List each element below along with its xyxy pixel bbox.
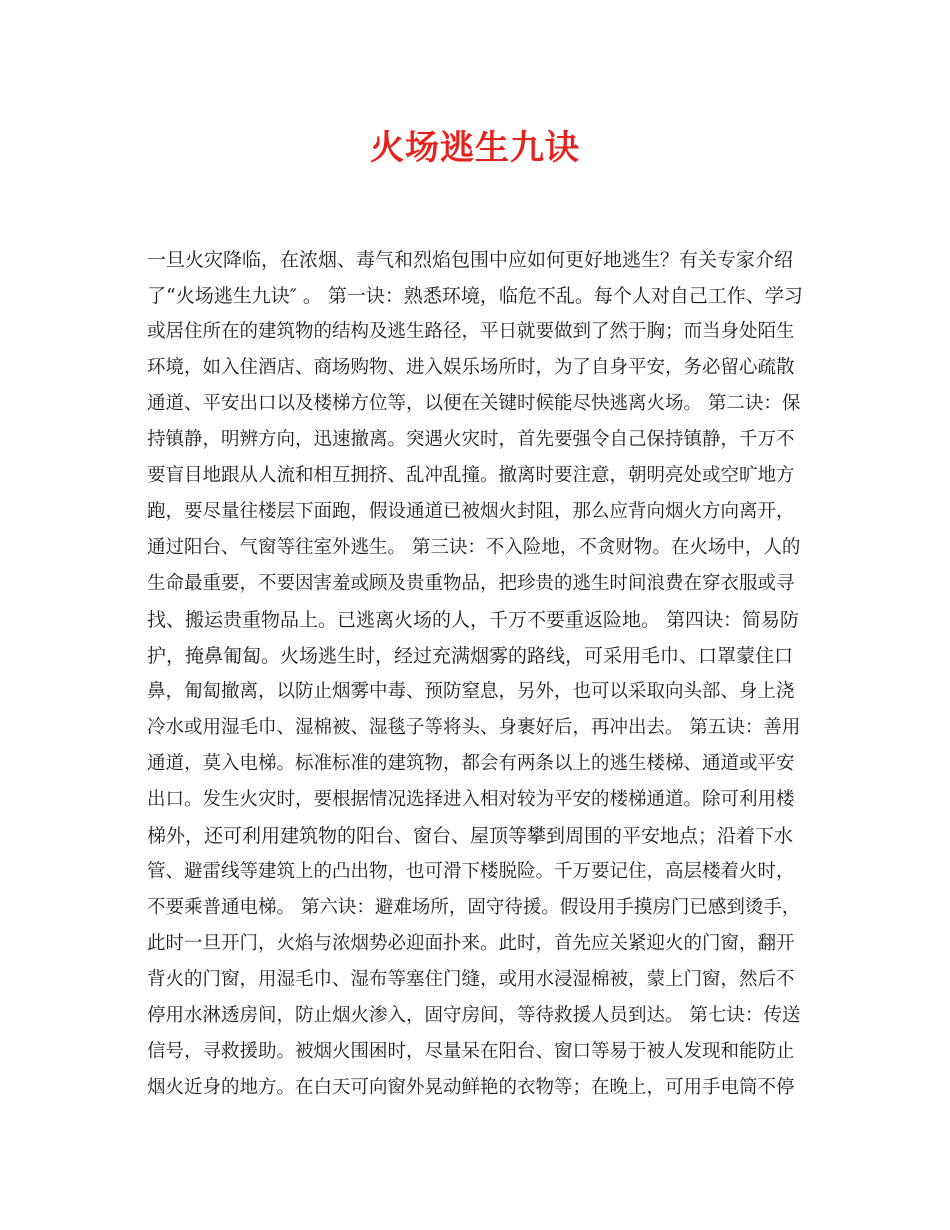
- body-line: 了“火场逃生九诀″ 。 第一诀：熟悉环境，临危不乱。每个人对自己工作、学习: [147, 285, 803, 307]
- body-line: 或居住所在的建筑物的结构及逃生路径，平日就要做到了然于胸；而当身处陌生: [147, 321, 795, 342]
- body-line: 找、搬运贵重物品上。已逃离火场的人，千万不要重返险地。 第四诀：简易防: [147, 609, 800, 631]
- body-line: 生命最重要，不要因害羞或顾及贵重物品，把珍贵的逃生时间浪费在穿衣服或寻: [147, 573, 795, 594]
- body-line: 烟火近身的地方。在白天可向窗外晃动鲜艳的衣物等；在晚上，可用手电筒不停: [147, 1077, 795, 1098]
- body-line: 持镇静，明辨方向，迅速撤离。突遇火灾时，首先要强令自己保持镇静，千万不: [147, 429, 795, 450]
- body-line: 信号，寻救援助。被烟火围困时，尽量呆在阳台、窗口等易于被人发现和能防止: [147, 1041, 795, 1062]
- body-line: 通道、平安出口以及楼梯方位等，以便在关键时候能尽快逃离火场。 第二诀：保: [147, 393, 801, 414]
- body-line: 此时一旦开门，火焰与浓烟势必迎面扑来。此时，首先应关紧迎火的门窗，翻开: [147, 933, 795, 954]
- body-line: 鼻，匍匐撤离，以防止烟雾中毒、预防窒息，另外，也可以采取向头部、身上浇: [147, 681, 795, 702]
- body-line: 管、避雷线等建筑上的凸出物，也可滑下楼脱险。千万要记住，高层楼着火时，: [147, 861, 795, 882]
- body-line: 冷水或用湿毛巾、湿棉被、湿毯子等将头、身裹好后，再冲出去。 第五诀：善用: [147, 717, 801, 738]
- body-line: 护，掩鼻匍匐。火场逃生时，经过充满烟雾的路线，可采用毛巾、口罩蒙住口: [147, 645, 794, 667]
- body-line: 梯外，还可利用建筑物的阳台、窗台、屋顶等攀到周围的平安地点；沿着下水: [147, 825, 794, 847]
- body-line: 背火的门窗，用湿毛巾、湿布等塞住门缝，或用水浸湿棉被，蒙上门窗，然后不: [147, 969, 795, 990]
- body-line: 跑，要尽量往楼层下面跑，假设通道已被烟火封阻，那么应背向烟火方向离开，: [147, 501, 795, 522]
- body-line: 要盲目地跟从人流和相互拥挤、乱冲乱撞。撤离时要注意，朝明亮处或空旷地方: [147, 465, 795, 486]
- body-line: 环境，如入住酒店、商场购物、进入娱乐场所时，为了自身平安，务必留心疏散: [147, 357, 795, 378]
- body-line: 一旦火灾降临，在浓烟、毒气和烈焰包围中应如何更好地逃生？有关专家介绍: [147, 249, 794, 271]
- document-title: 火场逃生九诀: [370, 128, 580, 168]
- body-line: 出口。发生火灾时，要根据情况选择进入相对较为平安的楼梯通道。除可利用楼: [147, 789, 795, 810]
- body-line: 停用水淋透房间，防止烟火渗入，固守房间，等待救援人员到达。 第七诀：传送: [147, 1005, 801, 1026]
- body-line: 不要乘普通电梯。 第六诀：避难场所，固守待援。假设用手摸房门已感到烫手，: [147, 897, 801, 918]
- document-body: [147, 242, 807, 1106]
- body-line: 通道，莫入电梯。标准标准的建筑物，都会有两条以上的逃生楼梯、通道或平安: [147, 753, 795, 774]
- body-line: 通过阳台、气窗等往室外逃生。 第三诀：不入险地，不贪财物。在火场中，人的: [147, 537, 801, 558]
